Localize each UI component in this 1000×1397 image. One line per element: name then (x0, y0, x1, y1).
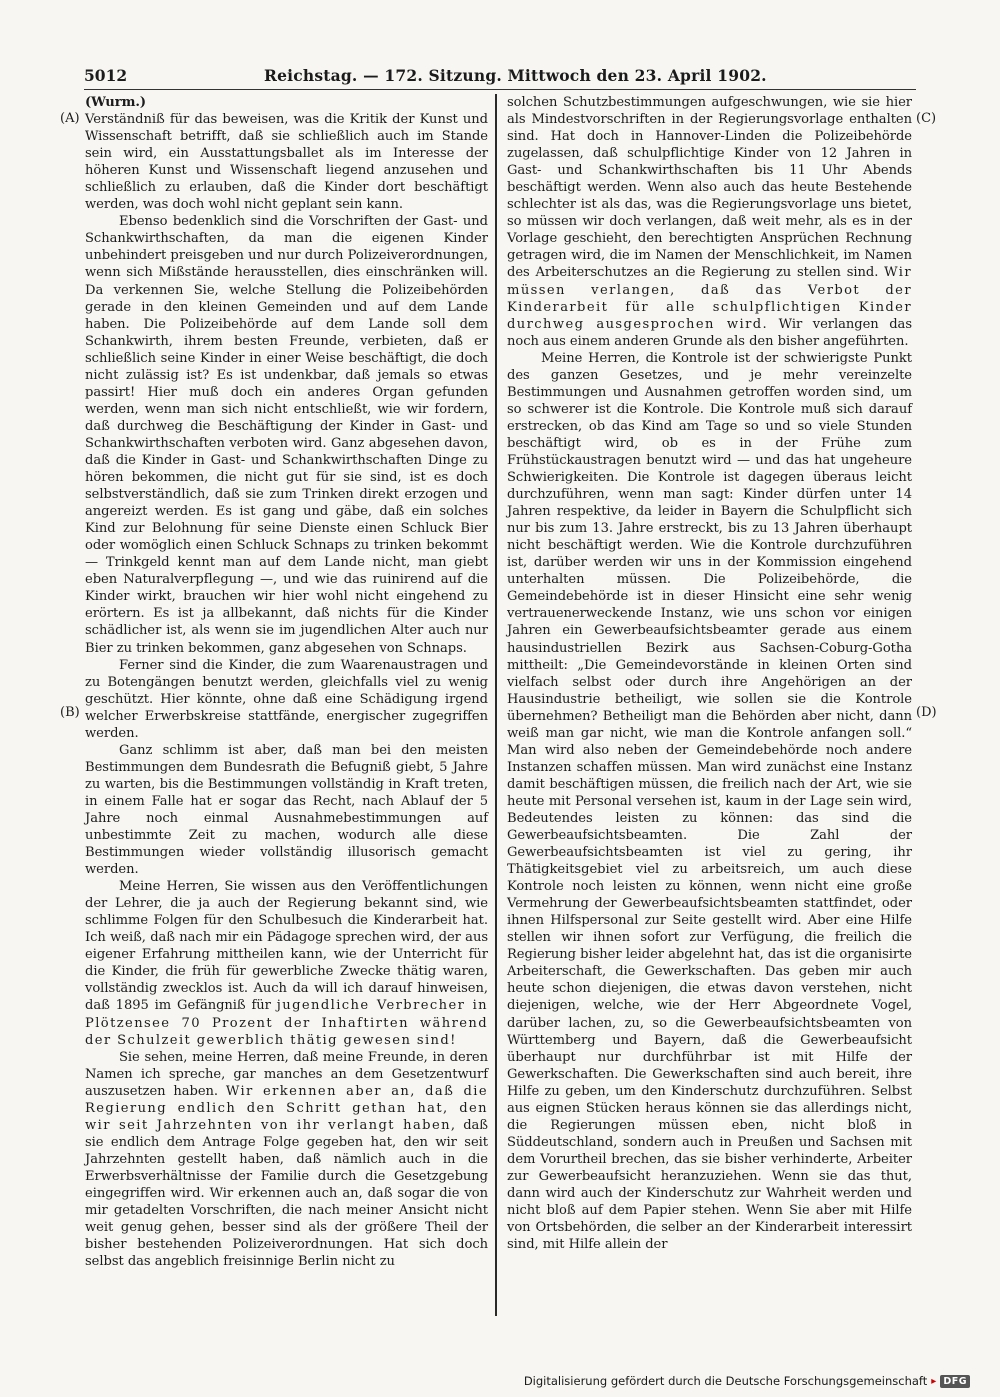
margin-mark-b: (B) (60, 705, 80, 720)
paragraph-text: Sie sehen, meine Herren, daß meine Freunde, in deren Namen ich spreche, gar manches an dem Gesetzentwurf auszusetzen haben. (85, 1049, 488, 1099)
margin-mark-c: (C) (916, 111, 937, 126)
header-rule (84, 89, 916, 90)
paragraph-text: Wir verlangen das noch aus einem anderen Grunde als den bisher angeführten. (507, 316, 912, 349)
column-rule (495, 94, 497, 1316)
digitization-credit (524, 1373, 970, 1389)
paragraph (507, 94, 912, 350)
paragraph: Verständniß für das beweisen, was die Kritik der Kunst und Wissenschaft betrifft, daß sie schließlich auch im Stande sein wird, ein Ausstattungsballet als im Interesse der höheren Kunst und Wissenschaft liegend anzusehen und schließlich zu erlauben, daß die Kinder dort beschäftigt werden, was doch wohl nicht geplant sein kann. (85, 112, 488, 213)
margin-mark-d: (D) (916, 705, 937, 720)
paragraph-text: Meine Herren, Sie wissen aus den Veröffentlichungen der Lehrer, die ja auch der Regierung bekannt sind, wie schlimme Folgen für den Schulbesuch die Kinderarbeit hat. Ich weiß, daß nach mir ein Pädagoge sprechen wird, der aus eigener Erfahrung mittheilen kann, wie der Unterricht für die Kinder, die früh für gewerbliche Zwecke thätig waren, vollständig zwecklos ist. Auch da will ich darauf hinweisen, daß 1895 im Gefängniß für (85, 879, 488, 1014)
paragraph (85, 1049, 488, 1271)
paragraph: Meine Herren, die Kontrole ist der schwierigste Punkt des ganzen Gesetzes, und je mehr vereinzelte Bestimmungen und Ausnahmen getroffen worden sind, um so schwerer ist die Kontrole. Die Kontrole muß sich darauf erstrecken, ob das Kind am Tage so und so viele Stunden beschäftigt wird, ob es in der Frühe zum Frühstückaustragen benutzt wird — und das hat ungeheure Schwierigkeiten. Die Kontrole ist dagegen überaus leicht durchzuführen, wenn man sagt: Kinder dürfen unter 14 Jahren respektive, da leider in Bayern die Schulpflicht sich nur bis zum 13. Jahre erstreckt, bis zu 13 Jahren überhaupt nicht beschäftigt werden. Wie die Kontrole durchzuführen ist, darüber werden wir uns in der Kommission eingehend unterhalten müssen. Die Polizeibehörde, die Gemeindebehörde ist in dieser Hinsicht eine sehr wenig vertrauenerweckende Instanz, wie uns schon vor einigen Jahren ein Gewerbeaufsichtsbeamter gerade aus einem hausindustriellen Bezirk aus Sachsen-Coburg-Gotha mittheilt: „Die Gemeindevorstände in kleinen Orten sind vielfach selbst oder durch ihre Angehörigen an der Hausindustrie betheiligt, wie sollen sie die Kontrole übernehmen? Betheiligt man die Behörden aber nicht, dann weiß man gar nicht, wie man die Kontrole anfangen soll.“ Man wird also neben der Gemeindebehörde noch andere Instanzen schaffen müssen. Man wird zunächst eine Instanz damit beschäftigen müssen, die freilich nach der Art, wie sie heute mit Personal versehen ist, kaum in der Lage sein wird, Bedeutendes leisten zu können: das sind die Gewerbeaufsichtsbeamten. Die Zahl der Gewerbeaufsichtsbeamten ist viel zu gering, ihr Thätigkeitsgebiet viel zu arbeitsreich, um auch diese Kontrole noch leisten zu können, wenn nicht eine große Vermehrung der Gewerbeaufsichtsbeamten stattfindet, oder ihnen Hilfspersonal zur Seite gestellt wird. Aber eine Hilfe stellen wir ihnen sofort zur Verfügung, die freilich die Regierung bisher leider abgelehnt hat, das ist die organisirte Arbeiterschaft, die Gewerkschaften. Das geben mir auch heute schon diejenigen, die etwas davon verstehen, nicht diejenigen, welche, wie der Herr Abgeordnete Vogel, darüber lachen, zu, so die Gewerbeaufsichtsbeamten von Württemberg und Bayern, daß die Gewerbeaufsicht überhaupt nur durchführbar ist mit Hilfe der Gewerkschaften. Die Gewerkschaften sind auch bereit, ihre Hilfe zu geben, um den Kinderschutz durchzuführen. Selbst aus eignen Stücken heraus können sie das allerdings nicht, die Regierungen müssen eben, nicht bloß in Süddeutschland, sondern auch in Preußen und Sachsen mit dem Vorurtheil brechen, das sie bisher verhinderte, Arbeiter zur Gewerbeaufsicht heranzuziehen. Wenn sie das thut, dann wird auch der Kinderschutz zur Wahrheit werden und nicht bloß auf dem Papier stehen. Wenn Sie aber mit Hilfe von Ortsbehörden, die selber an der Kinderarbeit interessirt sind, mit Hilfe allein der (507, 350, 912, 1253)
paragraph: Ferner sind die Kinder, die zum Waarenaustragen und zu Botengängen benutzt werden, gleichfalls viel zu wenig geschützt. Hier könnte, ohne daß eine Schädigung irgend welcher Erwerbskreise stattfände, energischer zugegriffen werden. (85, 657, 488, 741)
running-title: Reichstag. — 172. Sitzung. Mittwoch den 23. April 1902. (264, 66, 767, 85)
page-header (84, 66, 912, 88)
emphasized-text: Wir erkennen aber an, daß die Regierung endlich den Schritt gethan hat, den wir seit Jahrzehnten von ihr verlangt haben, (85, 1083, 488, 1133)
paragraph-text: daß sie endlich dem Antrage Folge gegeben hat, den wir seit Jahrzehnten gestellt haben, daß nämlich auch in die Erwerbsverhältnisse der Familie durch die Gesetzgebung eingegriffen wird. Wir erkennen auch an, daß sogar die von mir getadelten Vorschriften, die nach meiner Ansicht nicht weit genug gehen, besser sind als der größere Theil der bisher bestehenden Polizeiverordnungen. Hat sich doch selbst das angeblich freisinnige Berlin nicht zu (85, 1117, 488, 1270)
emphasized-text: Wir müssen verlangen, daß das Verbot der Kinderarbeit für alle schulpflichtigen Kinder durchweg ausgesprochen wird. (507, 265, 912, 332)
right-column (507, 94, 912, 1253)
dfg-logo: DFG (940, 1375, 970, 1388)
arrow-icon: ▸ (931, 1375, 937, 1387)
margin-mark-a: (A) (60, 111, 80, 126)
paragraph: Ganz schlimm ist aber, daß man bei den meisten Bestimmungen dem Bundesrath die Befugniß giebt, 5 Jahre zu warten, bis die Bestimmungen vollständig in Kraft treten, in einem Falle hat er sogar das Recht, nach Ablauf der 5 Jahre noch einmal Ausnahmebestimmungen auf unbestimmte Zeit zu machen, wodurch alle diese Bestimmungen wieder vollständig illusorisch gemacht werden. (85, 742, 488, 878)
left-column (85, 94, 488, 1270)
emphasized-text: jugendliche Verbrecher in Plötzensee 70 Prozent der Inhaftirten während der Schulzeit gewerblich thätig gewesen sind! (85, 998, 489, 1048)
page-number: 5012 (84, 66, 128, 85)
paragraph: Ebenso bedenklich sind die Vorschriften der Gast- und Schankwirthschaften, da man die eigenen Kinder unbehindert preisgeben und nur durch Polizeiverordnungen, wenn sich Mißstände herausstellen, dies einschränken will. Da verkennen Sie, welche Stellung die Polizeibehörden gerade in den kleinen Gemeinden und auf dem Lande haben. Die Polizeibehörde auf dem Lande soll dem Schankwirth, ihrem besten Freunde, verbieten, daß er schließlich seine Kinder in einer Weise beschäftigt, die doch nicht zulässig ist? Es ist undenkbar, daß jemals so etwas passirt! Hier muß doch ein anderes Organ gefunden werden, wenn man sich nicht entschließt, wie wir fordern, daß durchweg die Beschäftigung der Kinder in Gast- und Schankwirthschaften verboten wird. Ganz abgesehen davon, daß die Kinder in Gast- und Schankwirthschaften Dinge zu hören bekommen, die nicht gut für sie sind, ist es doch selbstverständlich, daß sie zum Trinken direkt erzogen und angereizt werden. Es ist gang und gäbe, daß ein solches Kind zur Belohnung für seine Dienste einen Schluck Bier oder womöglich einen Schluck Schnaps zu trinken bekommt — Trinkgeld kennt man auf dem Lande nicht, man giebt eben Naturalverpflegung —, und wie das ruinirend auf die Kinder wirkt, brauchen wir hier wohl nicht eingehend zu erörtern. Es ist ja allbekannt, daß nichts für die Kinder schädlicher ist, als wenn sie im jugendlichen Alter auch nur Bier zu trinken bekommen, ganz abgesehen von Schnaps. (85, 214, 488, 656)
credit-text: Digitalisierung gefördert durch die Deutsche Forschungsgemeinschaft (523, 1374, 928, 1388)
paragraph-text: solchen Schutzbestimmungen aufgeschwungen, wie sie hier als Mindestvorschriften in der Regierungsvorlage enthalten sind. Hat doch in Hannover-Linden die Polizeibehörde zugelassen, daß schulpflichtige Kinder von 12 Jahren in Gast- und Schankwirthschaften bis 11 Uhr Abends beschäftigt werden. Wenn also auch das heute Bestehende schlechter ist als das, was die Regierungsvorlage uns bietet, so müssen wir doch verlangen, daß weit mehr, als es in der Vorlage geschieht, den berechtigten Ansprüchen Rechnung getragen wird, die im Namen der Menschlichkeit, im Namen des Arbeiterschutzes an die Regierung zu stellen sind. (507, 95, 912, 281)
speaker-name: (Wurm.) (85, 95, 147, 110)
paragraph (85, 878, 488, 1048)
